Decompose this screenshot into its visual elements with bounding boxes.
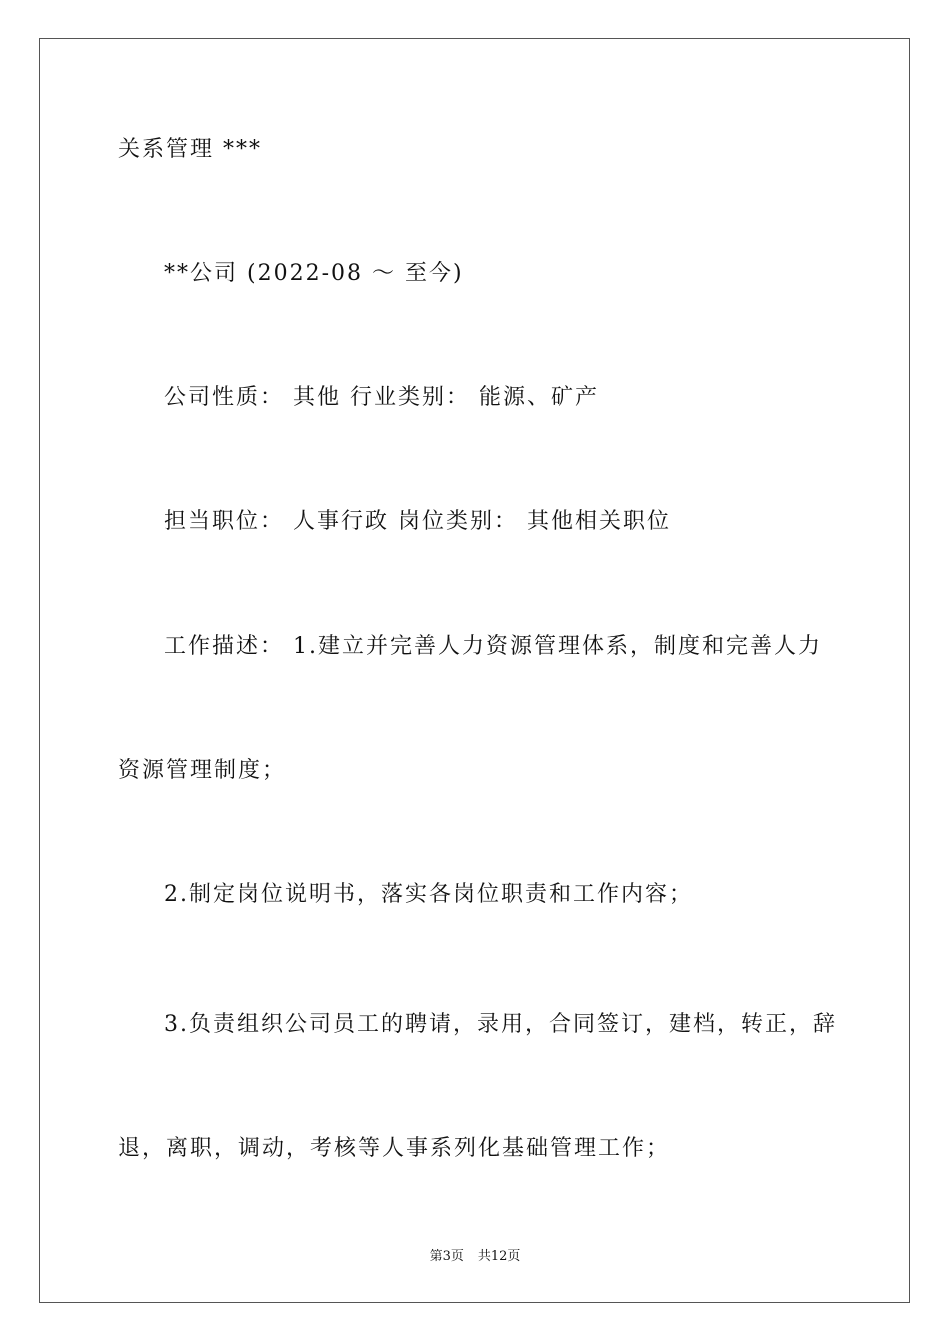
duty-item-3: 3.负责组织公司员工的聘请，录用，合同签订，建档，转正，辞 [164, 1012, 837, 1037]
page-number-current: 第3页 [429, 1249, 464, 1264]
job-description-line: 工作描述： 1.建立并完善人力资源管理体系，制度和完善人力 [164, 634, 822, 659]
duty-item-2: 2.制定岗位说明书，落实各岗位职责和工作内容； [164, 882, 693, 907]
company-line: **公司 (2022-08 ～ 至今) [164, 261, 464, 286]
duty-item-3-continuation: 退，离职，调动，考核等人事系列化基础管理工作； [118, 1136, 671, 1161]
page-number-total: 共12页 [477, 1249, 521, 1264]
section-heading: 关系管理 *** [118, 137, 262, 162]
position-line: 担当职位： 人事行政 岗位类别： 其他相关职位 [164, 509, 671, 534]
page-footer [0, 1248, 950, 1266]
company-nature-line: 公司性质： 其他 行业类别： 能源、矿产 [164, 385, 599, 410]
page-border [39, 38, 910, 1303]
job-description-continuation: 资源管理制度； [118, 758, 287, 783]
